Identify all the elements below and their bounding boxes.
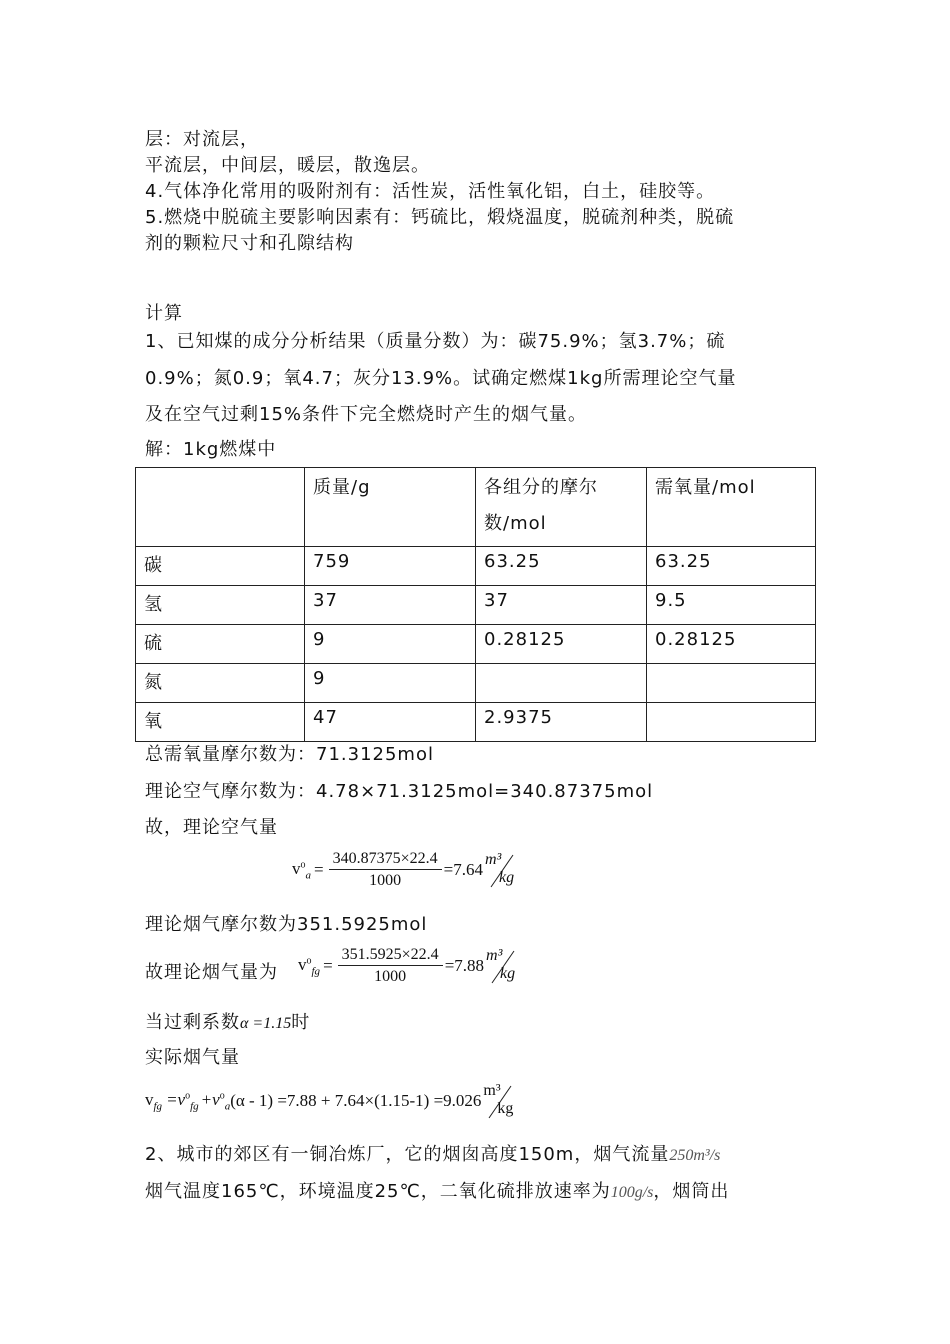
table-cell: 9 — [305, 625, 476, 664]
table-header-cell: 需氧量/mol — [647, 468, 816, 547]
table-cell: 759 — [305, 547, 476, 586]
table-cell: 硫 — [136, 625, 305, 664]
unit-per-kg: m³ kg — [483, 1082, 514, 1117]
table-cell: 9.5 — [647, 586, 816, 625]
table-row — [136, 625, 816, 664]
result-text: 当过剩系数α =1.15时 — [145, 1012, 311, 1033]
result-text: 总需氧量摩尔数为：71.3125mol — [145, 744, 434, 765]
formula-symbol: $v_{fg}$ — [145, 1089, 163, 1113]
text-line: 剂的颗粒尺寸和孔隙结构 — [145, 233, 354, 254]
table-cell: 37 — [476, 586, 647, 625]
result-text: 理论烟气摩尔数为351.5925mol — [145, 914, 428, 935]
table-row — [136, 703, 816, 742]
result-text: 故，理论空气量 — [145, 817, 278, 838]
gas-flow-value: 250m³/s — [669, 1147, 721, 1164]
table-cell — [647, 664, 816, 703]
table-cell: 9 — [305, 664, 476, 703]
formula-equals: = — [323, 956, 333, 975]
unit-per-kg: m³ kg — [484, 851, 515, 886]
problem-text: 0.9%；氮0.9；氧4.7；灰分13.9%。试确定燃煤1kg所需理论空气量 — [145, 368, 737, 389]
formula-result: =7.64 — [443, 860, 483, 879]
result-text: 理论空气摩尔数为：4.78×71.3125mol=340.87375mol — [145, 781, 654, 802]
problem-text: 1、已知煤的成分分析结果（质量分数）为：碳75.9%；氢3.7%；硫 — [145, 331, 726, 352]
formula-result: =7.88 — [444, 956, 485, 975]
table-cell: 氢 — [136, 586, 305, 625]
result-text: 实际烟气量 — [145, 1047, 240, 1068]
table-cell — [647, 703, 816, 742]
fraction-numerator: 340.87375×22.4 — [329, 850, 442, 870]
fraction-numerator: 351.5925×22.4 — [338, 946, 443, 966]
formula-term: $+v^o_a$ — [200, 1089, 231, 1113]
problem-text: 2、城市的郊区有一铜冶炼厂，它的烟囱高度150m，烟气流量250m³/s — [145, 1144, 721, 1165]
theoretical-fluegas-formula — [298, 946, 524, 986]
text-line: 平流层，中间层，暖层，散逸层。 — [145, 155, 430, 176]
problem-text: 烟气温度165℃，环境温度25℃，二氧化硫排放速率为100g/s，烟筒出 — [145, 1181, 730, 1202]
formula-fraction — [329, 850, 442, 890]
table-cell: 2.9375 — [476, 703, 647, 742]
table-header-cell — [136, 468, 305, 547]
theoretical-air-formula — [292, 850, 523, 890]
fraction-denominator: 1000 — [374, 968, 407, 985]
actual-fluegas-formula — [145, 1082, 521, 1120]
text-line: 层：对流层， — [145, 129, 259, 150]
unit-per-kg: m³ kg — [486, 947, 516, 982]
result-text: 故理论烟气量为 — [145, 962, 278, 983]
table-cell: 碳 — [136, 547, 305, 586]
fraction-denominator: 1000 — [369, 872, 402, 889]
formula-symbol: $v^o_{fg}$ — [298, 954, 321, 978]
formula-term: $=v^o_{fg}$ — [166, 1089, 199, 1113]
formula-equals: = — [314, 860, 324, 879]
table-header-row — [136, 468, 816, 547]
problem-text: 及在空气过剩15%条件下完全燃烧时产生的烟气量。 — [145, 404, 588, 425]
excess-coefficient: α =1.15 — [240, 1015, 292, 1032]
table-header-cell: 质量/g — [305, 468, 476, 547]
table-cell: 63.25 — [647, 547, 816, 586]
table-row — [136, 664, 816, 703]
table-cell: 37 — [305, 586, 476, 625]
text-line: 5.燃烧中脱硫主要影响因素有：钙硫比，煅烧温度，脱硫剂种类，脱硫 — [145, 207, 735, 228]
formula-rest: (α - 1) =7.88 + 7.64×(1.15-1) =9.026 — [230, 1091, 482, 1110]
table-cell — [476, 664, 647, 703]
table-row — [136, 586, 816, 625]
table-cell: 0.28125 — [476, 625, 647, 664]
composition-table — [135, 467, 816, 742]
emission-rate-value: 100g/s — [610, 1184, 654, 1201]
section-heading: 计算 — [145, 303, 183, 324]
formula-symbol: $v^o_a$ — [292, 858, 311, 882]
solution-intro: 解：1kg燃煤中 — [145, 439, 277, 460]
table-cell: 氮 — [136, 664, 305, 703]
table-cell: 氧 — [136, 703, 305, 742]
table-cell: 63.25 — [476, 547, 647, 586]
formula-fraction — [338, 946, 443, 986]
table-cell: 0.28125 — [647, 625, 816, 664]
table-row — [136, 547, 816, 586]
table-cell: 47 — [305, 703, 476, 742]
table-header-cell: 各组分的摩尔数/mol — [476, 468, 647, 547]
text-line: 4.气体净化常用的吸附剂有：活性炭，活性氧化铝，白土，硅胶等。 — [145, 181, 716, 202]
